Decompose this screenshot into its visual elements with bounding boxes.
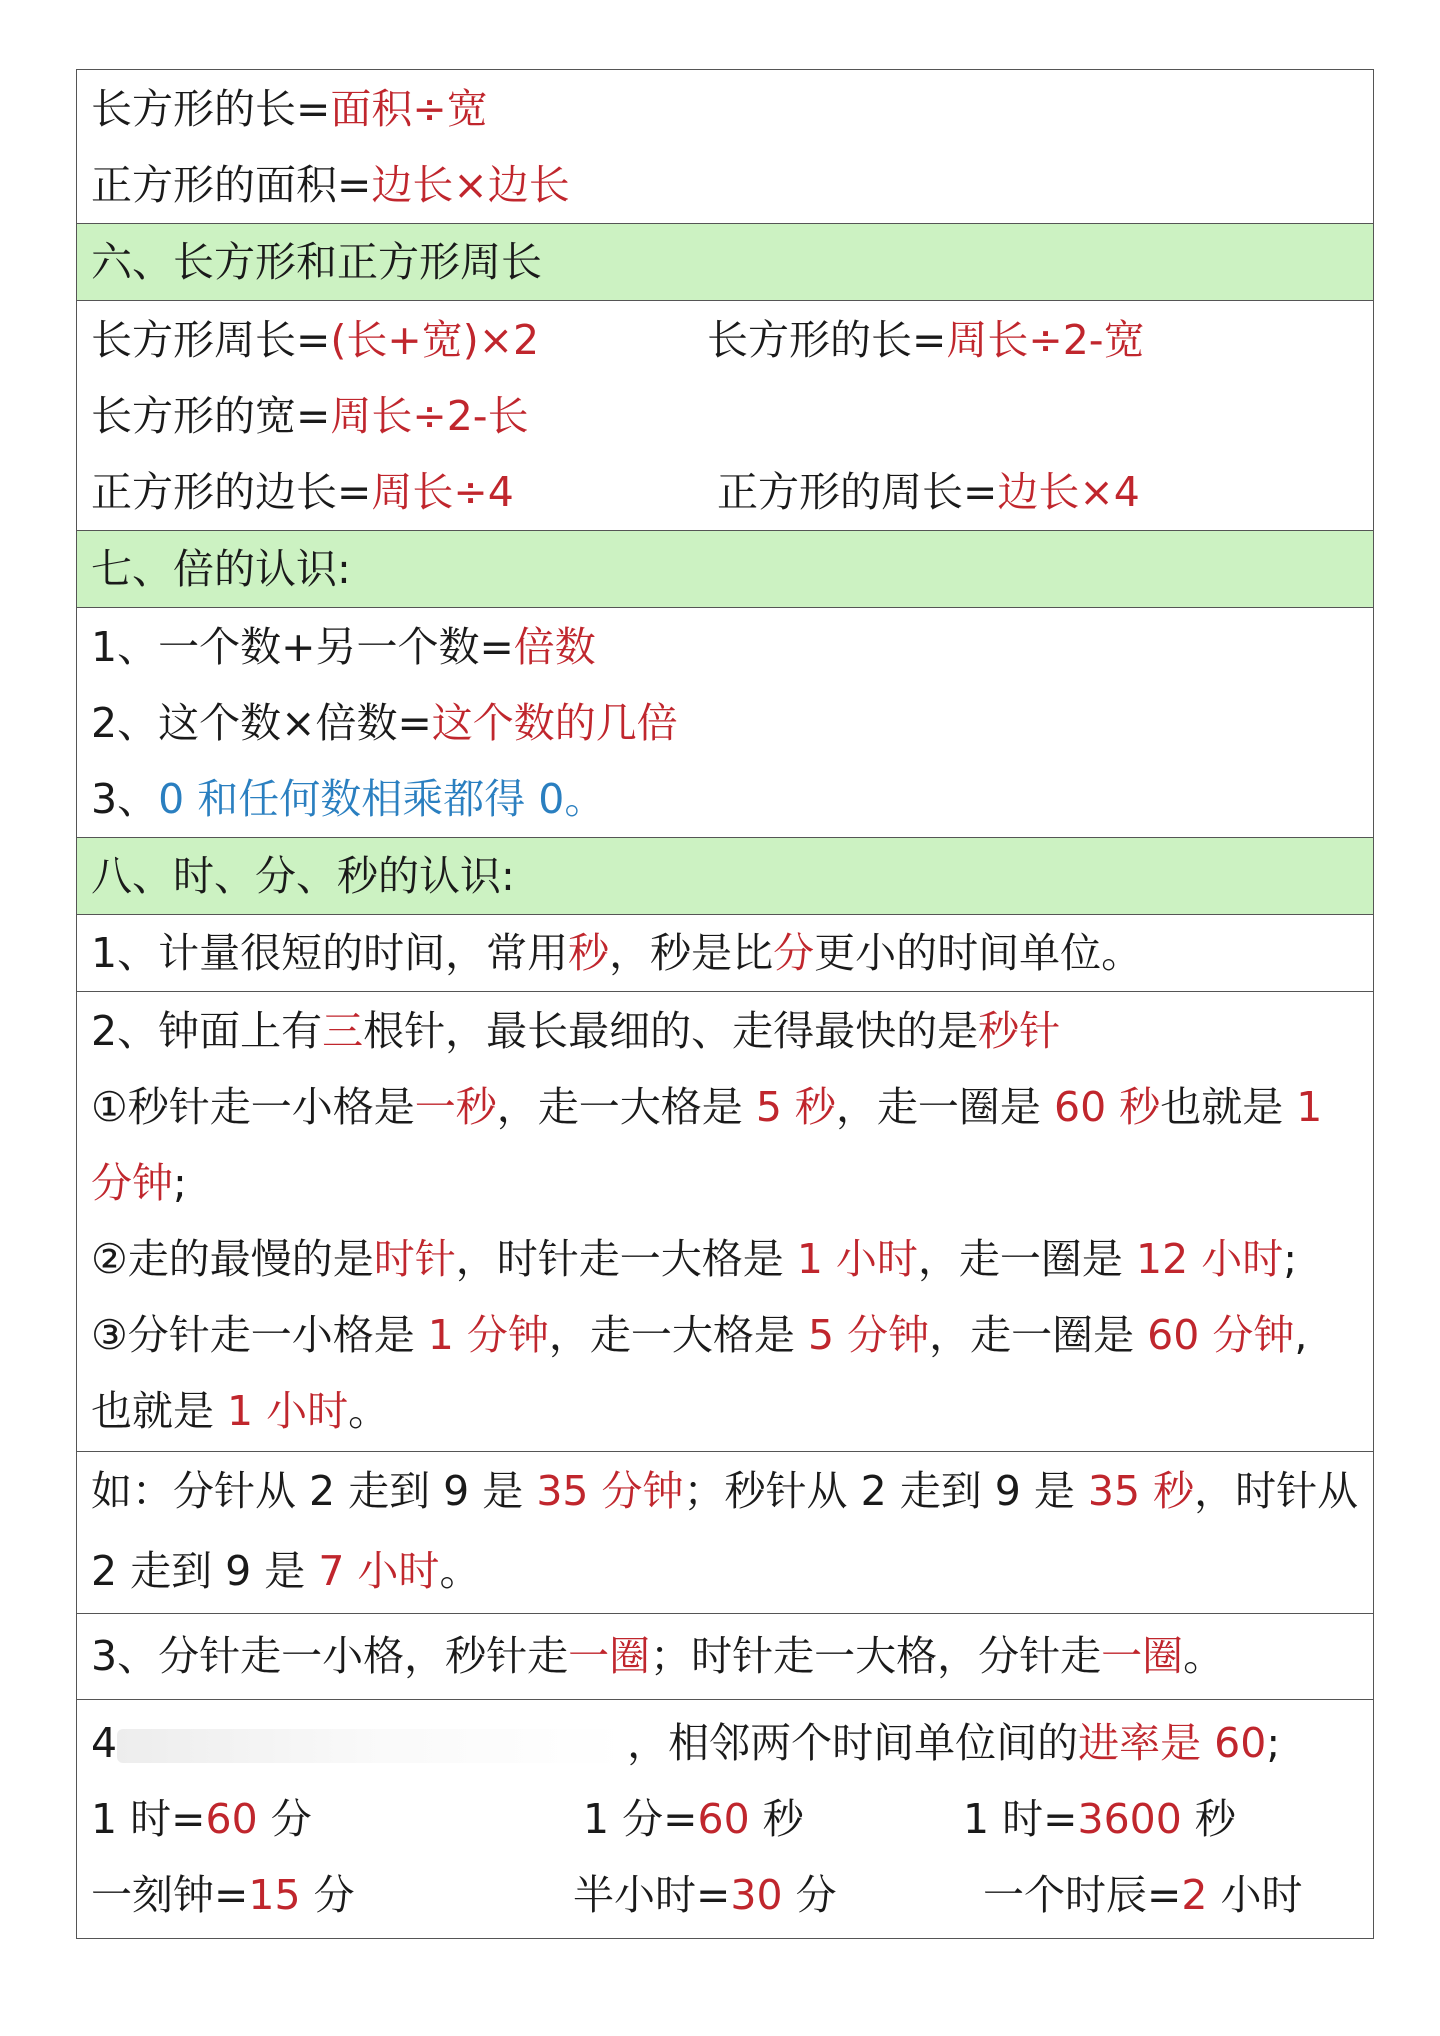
- rect-length-formula: 长方形的长=面积÷宽: [91, 85, 488, 133]
- table-row-area-formulas: [77, 70, 1373, 224]
- conversion-shichen: 一个时辰=2 小时: [983, 1871, 1303, 1919]
- conversion-quarter-hour: 一刻钟=15 分: [91, 1871, 355, 1919]
- clock-hands-intro: 2、钟面上有三根针，最长最细的、走得最快的是秒针: [91, 1007, 1061, 1055]
- section-title: 八、时、分、秒的认识:: [91, 852, 515, 900]
- table-row-hand-relation: [77, 1614, 1373, 1700]
- section-header-time: [77, 838, 1373, 915]
- time-rule-1: 1、计量很短的时间，常用秒，秒是比分更小的时间单位。: [91, 929, 1143, 977]
- conversion-hour-minute: 1 时=60 分: [91, 1795, 312, 1843]
- rect-width-from-perimeter: 长方形的宽=周长÷2-长: [91, 392, 529, 440]
- table-row-multiples: [77, 608, 1373, 838]
- square-area-formula: 正方形的面积=边长×边长: [91, 161, 570, 209]
- example-line-1: 如：分针从 2 走到 9 是 35 分钟；秒针从 2 走到 9 是 35 秒，时针从: [91, 1467, 1359, 1515]
- section-header-perimeter: [77, 224, 1373, 301]
- minute-hand-rule: ③分针走一小格是 1 分钟，走一大格是 5 分钟，走一圈是 60 分钟,: [91, 1311, 1308, 1359]
- table-row-perimeter-formulas: [77, 301, 1373, 531]
- multiple-rule-2: 2、这个数×倍数=这个数的几倍: [91, 699, 678, 747]
- table-row-example: [77, 1452, 1373, 1614]
- section-title: 七、倍的认识:: [91, 545, 351, 593]
- hand-relation-rule: 3、分针走一小格，秒针走一圈；时针走一大格，分针走一圈。: [91, 1632, 1225, 1680]
- rect-length-from-perimeter: 长方形的长=周长÷2-宽: [707, 316, 1145, 364]
- minute-hand-rule-cont: 也就是 1 小时。: [91, 1387, 390, 1435]
- square-perimeter-formula: 正方形的周长=边长×4: [717, 468, 1140, 516]
- conversion-intro: 4 ，相邻两个时间单位间的进率是 60;: [91, 1719, 1281, 1767]
- square-side-formula: 正方形的边长=周长÷4: [91, 468, 514, 516]
- conversion-half-hour: 半小时=30 分: [573, 1871, 837, 1919]
- multiple-rule-1: 1、一个数+另一个数=倍数: [91, 623, 596, 671]
- rect-perimeter-formula: 长方形周长=(长+宽)×2: [91, 316, 540, 364]
- example-line-2: 2 走到 9 是 7 小时。: [91, 1547, 481, 1595]
- table-row-time-rule-1: [77, 915, 1373, 992]
- section-title: 六、长方形和正方形周长: [91, 238, 542, 286]
- conversion-minute-second: 1 分=60 秒: [583, 1795, 804, 1843]
- multiple-rule-3: 3、0 和任何数相乘都得 0。: [91, 775, 606, 823]
- conversion-hour-second: 1 时=3600 秒: [963, 1795, 1236, 1843]
- second-hand-rule-cont: 分钟;: [91, 1159, 187, 1207]
- second-hand-rule: ①秒针走一小格是一秒，走一大格是 5 秒，走一圈是 60 秒也就是 1: [91, 1083, 1323, 1131]
- section-header-multiples: [77, 531, 1373, 608]
- blurred-region: [117, 1729, 627, 1763]
- table-row-time-conversions: [77, 1700, 1373, 1938]
- table-row-clock-hands: [77, 992, 1373, 1452]
- hour-hand-rule: ②走的最慢的是时针，时针走一大格是 1 小时，走一圈是 12 小时;: [91, 1235, 1298, 1283]
- formula-table: [76, 69, 1374, 1939]
